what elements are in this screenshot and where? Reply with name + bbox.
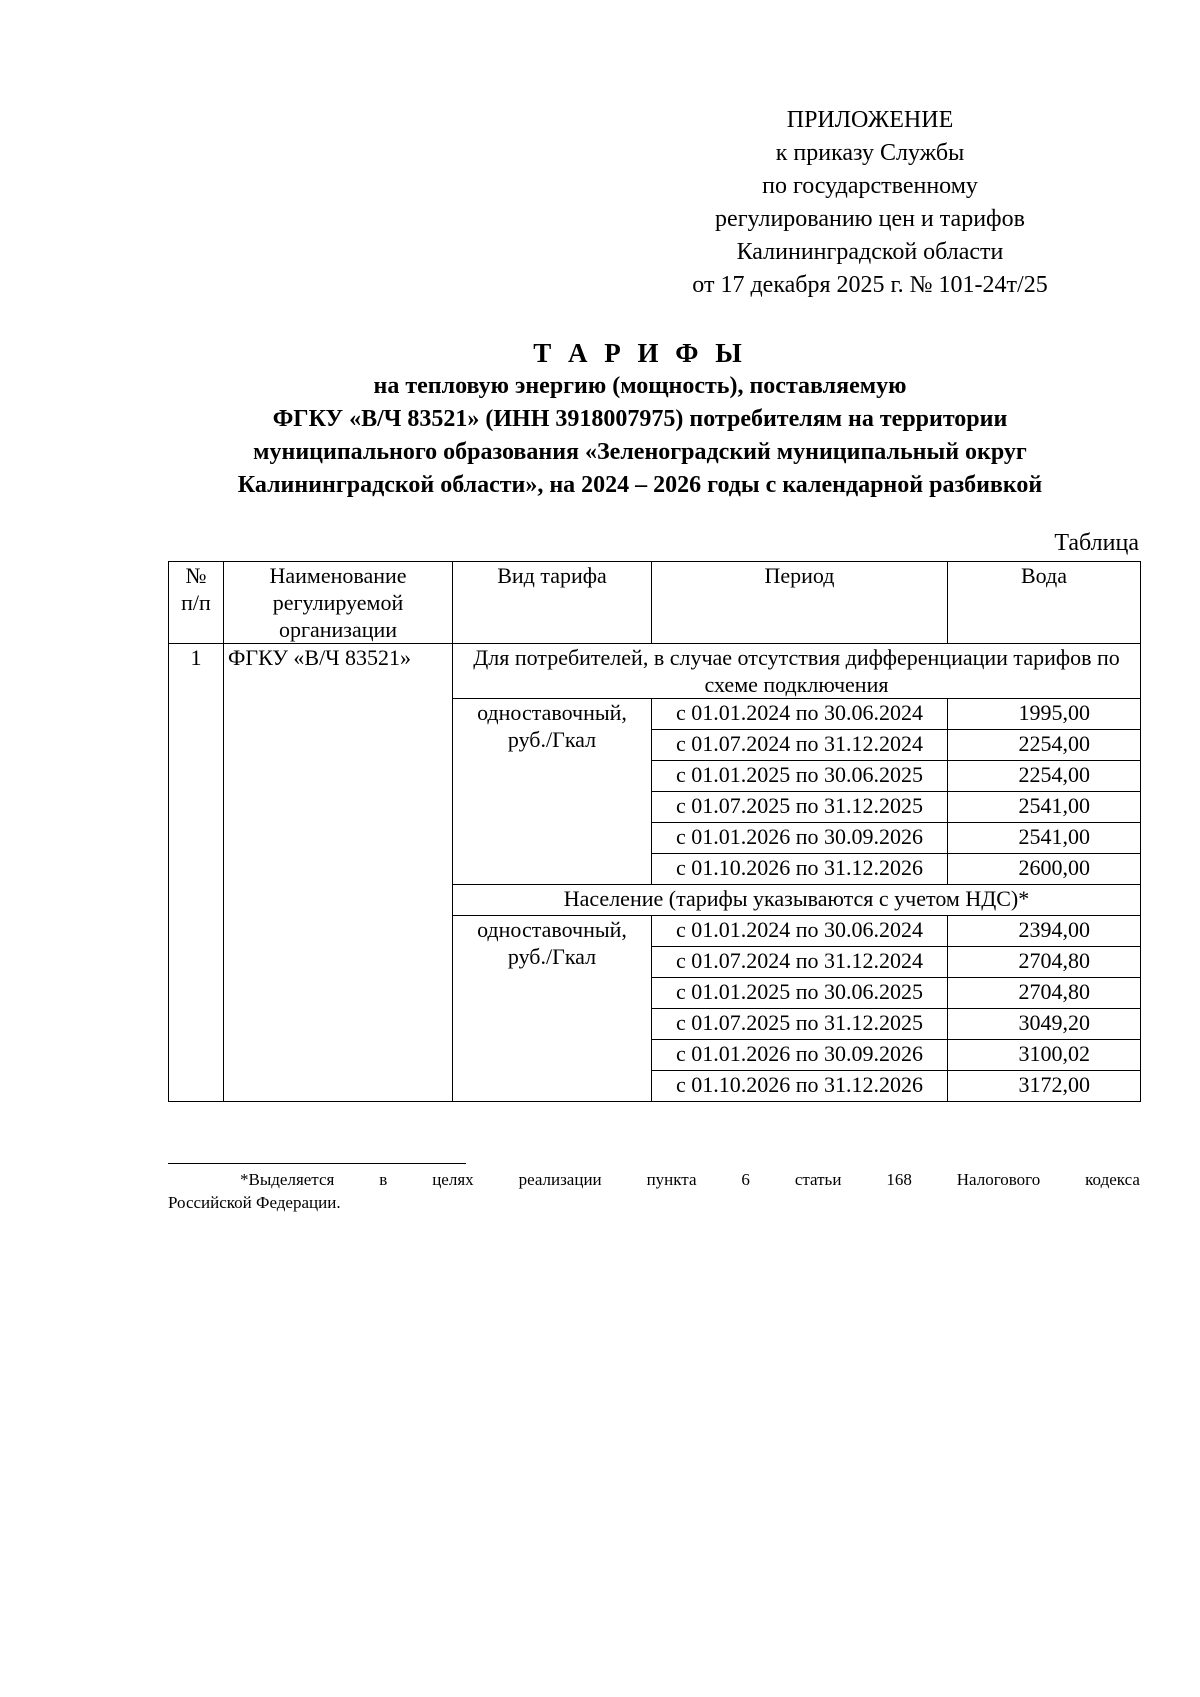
tariffs-table bbox=[168, 561, 1141, 1102]
header-water: Вода bbox=[948, 562, 1141, 644]
water-value-cell: 2704,80 bbox=[948, 978, 1141, 1009]
group-caption: Для потребителей, в случае отсутствия дифференциации тарифов по схеме подключения bbox=[453, 644, 1141, 699]
period-cell: с 01.01.2025 по 30.06.2025 bbox=[652, 761, 948, 792]
footnote-line-1 bbox=[168, 1168, 1140, 1191]
water-value-cell: 3049,20 bbox=[948, 1009, 1141, 1040]
title-heading: Т А Р И Ф Ы bbox=[533, 338, 747, 368]
title-line: ФГКУ «В/Ч 83521» (ИНН 3918007975) потребителям на территории bbox=[272, 406, 1008, 432]
appendix-line: регулированию цен и тарифов bbox=[715, 206, 1025, 232]
period-cell: с 01.10.2026 по 31.12.2026 bbox=[652, 854, 948, 885]
water-value-cell: 3100,02 bbox=[948, 1040, 1141, 1071]
group-caption: Население (тарифы указываются с учетом НДС)* bbox=[453, 885, 1141, 916]
period-cell: с 01.07.2024 по 31.12.2024 bbox=[652, 947, 948, 978]
period-cell: с 01.01.2026 по 30.09.2026 bbox=[652, 1040, 948, 1071]
water-value-cell: 2541,00 bbox=[948, 823, 1141, 854]
footnote-word: 168 bbox=[886, 1170, 912, 1189]
period-cell: с 01.07.2024 по 31.12.2024 bbox=[652, 730, 948, 761]
footnote-word: целях bbox=[432, 1170, 474, 1189]
period-cell: с 01.10.2026 по 31.12.2026 bbox=[652, 1071, 948, 1102]
appendix-block bbox=[640, 104, 1100, 302]
header-period: Период bbox=[652, 562, 948, 644]
header-org: Наименование регулируемой организации bbox=[224, 562, 453, 644]
water-value-cell: 2704,80 bbox=[948, 947, 1141, 978]
water-value-cell: 2394,00 bbox=[948, 916, 1141, 947]
title-line: Калининградской области», на 2024 – 2026 годы с календарной разбивкой bbox=[237, 472, 1043, 498]
appendix-line: по государственному bbox=[762, 173, 978, 199]
header-num: № п/п bbox=[169, 562, 224, 644]
footnote-word: кодекса bbox=[1085, 1170, 1140, 1189]
footnote-word: в bbox=[379, 1170, 388, 1189]
footnote-word: 6 bbox=[741, 1170, 750, 1189]
footnote-word: *Выделяется bbox=[240, 1170, 335, 1189]
title-line: на тепловую энергию (мощность), поставляемую bbox=[373, 373, 907, 399]
appendix-line: к приказу Службы bbox=[775, 140, 965, 166]
title-line: муниципального образования «Зеленоградский муниципальный округ bbox=[253, 439, 1027, 465]
table-label: Таблица bbox=[1054, 530, 1139, 556]
water-value-cell: 1995,00 bbox=[948, 699, 1141, 730]
appendix-order-date: от 17 декабря 2025 г. № 101-24т/25 bbox=[692, 272, 1048, 298]
period-cell: с 01.01.2026 по 30.09.2026 bbox=[652, 823, 948, 854]
water-value-cell: 3172,00 bbox=[948, 1071, 1141, 1102]
water-value-cell: 2600,00 bbox=[948, 854, 1141, 885]
footnote-word: Налогового bbox=[956, 1170, 1041, 1189]
footnote-separator bbox=[168, 1163, 466, 1164]
footnote-word: пункта bbox=[646, 1170, 697, 1189]
period-cell: с 01.07.2025 по 31.12.2025 bbox=[652, 792, 948, 823]
period-cell: с 01.01.2025 по 30.06.2025 bbox=[652, 978, 948, 1009]
footnote-line-2: Российской Федерации. bbox=[168, 1193, 341, 1212]
document-title bbox=[160, 336, 1120, 502]
water-value-cell: 2541,00 bbox=[948, 792, 1141, 823]
period-cell: с 01.01.2024 по 30.06.2024 bbox=[652, 916, 948, 947]
period-cell: с 01.01.2024 по 30.06.2024 bbox=[652, 699, 948, 730]
footnote-word: статьи bbox=[794, 1170, 842, 1189]
water-value-cell: 2254,00 bbox=[948, 761, 1141, 792]
header-type: Вид тарифа bbox=[453, 562, 652, 644]
footnote bbox=[168, 1168, 1140, 1214]
appendix-title: ПРИЛОЖЕНИЕ bbox=[786, 107, 954, 133]
tariff-type: одноставочный, руб./Гкал bbox=[453, 699, 652, 885]
organization-name: ФГКУ «В/Ч 83521» bbox=[224, 644, 453, 1102]
table-header-row bbox=[169, 562, 1141, 644]
group-caption-row bbox=[169, 644, 1141, 699]
footnote-word: реализации bbox=[518, 1170, 602, 1189]
water-value-cell: 2254,00 bbox=[948, 730, 1141, 761]
tariff-type: одноставочный, руб./Гкал bbox=[453, 916, 652, 1102]
row-number: 1 bbox=[169, 644, 224, 1102]
appendix-line: Калининградской области bbox=[736, 239, 1004, 265]
period-cell: с 01.07.2025 по 31.12.2025 bbox=[652, 1009, 948, 1040]
